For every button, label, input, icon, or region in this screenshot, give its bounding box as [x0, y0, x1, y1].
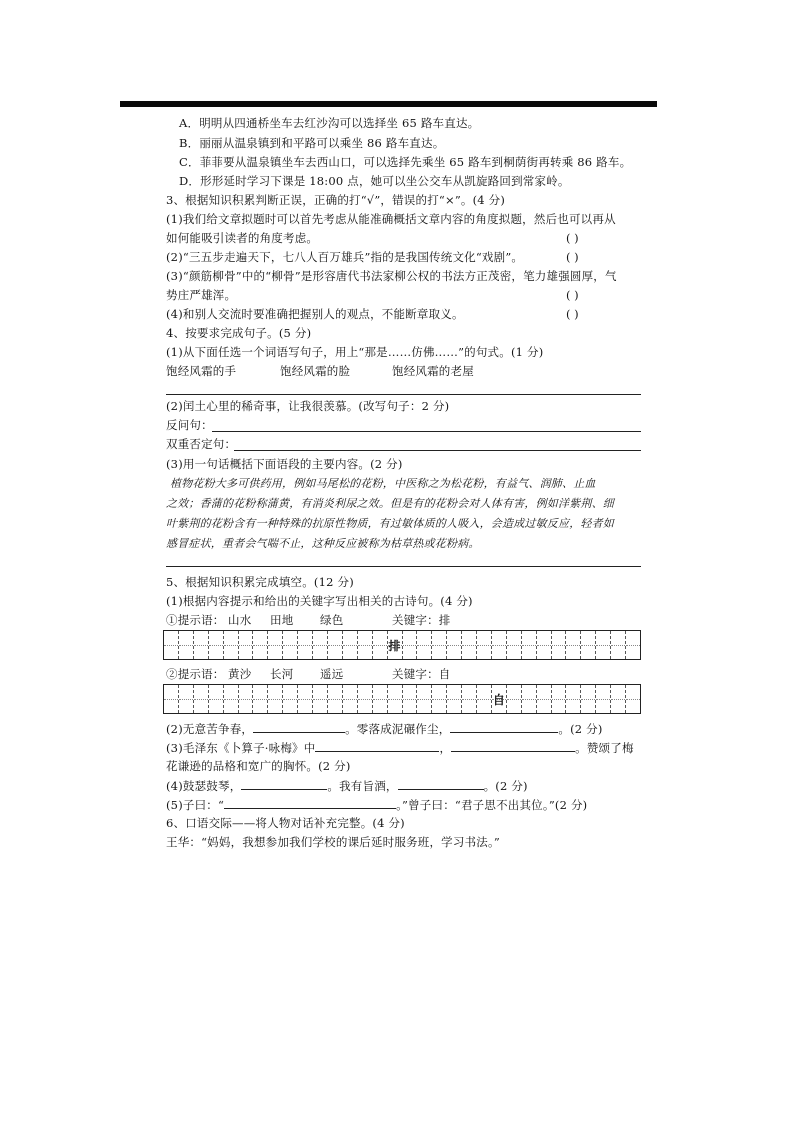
q5-item1: (1)根据内容提示和给出的关键字写出相关的古诗句。(4 分): [166, 594, 473, 608]
q5-item3: [166, 739, 634, 756]
rhetorical-label: 反问句：: [166, 418, 213, 432]
q5-item3-text-b: ，: [439, 741, 452, 755]
option-c: C．菲菲要从温泉镇坐车去西山口，可以选择先乘坐 65 路车到桐荫街再转乘 86 路车。: [179, 155, 632, 169]
grid1-key-char: 排: [388, 638, 401, 653]
q3-answer-box-2[interactable]: ( ): [566, 250, 579, 264]
passage-line-4: 感冒症状，重者会气喘不止，这种反应被称为枯草热或花粉病。: [166, 537, 480, 550]
q3-answer-box-3[interactable]: ( ): [566, 288, 579, 302]
q5-item4-blank-2[interactable]: [398, 777, 484, 790]
double-negative-answer-line[interactable]: [234, 450, 641, 451]
poem-grid-1[interactable]: [163, 630, 641, 660]
q3-item1-line2: 如何能吸引读者的角度考虑。: [166, 231, 319, 245]
double-negative-label: 双重否定句：: [166, 437, 237, 451]
hint1-word-2: 田地: [270, 613, 294, 627]
q4-item1: (1)从下面任选一个词语写句子，用上“那是……仿佛……”的句式。(1 分): [166, 345, 544, 359]
passage-line-3: 叶紫荆的花粉含有一种特殊的抗原性物质，有过敏体质的人吸入，会造成过敏反应，轻者如: [166, 517, 614, 530]
passage-line-2: 之效；香蒲的花粉称蒲黄，有消炎利尿之效。但是有的花粉会对人体有害，例如洋紫荆、细: [166, 497, 614, 510]
q5-item2-blank-1[interactable]: [253, 720, 345, 733]
hint2-word-1: 黄沙: [228, 667, 252, 681]
top-border-bar: [120, 101, 657, 107]
q5-item2: [166, 720, 603, 737]
q5-item3-line2: 花谦逊的品格和宽广的胸怀。(2 分): [166, 759, 351, 773]
q3-item3-line1: (3)“颜筋柳骨”中的“柳骨”是形容唐代书法家柳公权的书法方正茂密，笔力雄强圆厚，气: [166, 269, 617, 283]
q4-answer-line-3[interactable]: [166, 566, 641, 567]
q5-item2-text-c: 。(2 分): [558, 722, 603, 736]
hint1-word-1: 山水: [228, 613, 252, 627]
option-b: B．丽丽从温泉镇到和平路可以乘坐 86 路车直达。: [179, 136, 445, 150]
q5-item5-text-b: 。”曾子曰：“君子思不出其位。”(2 分): [396, 798, 588, 812]
q3-item3-line2: 势庄严雄浑。: [166, 288, 237, 302]
q5-item5: [166, 796, 587, 813]
q5-item3-text-a: (3)毛泽东《卜算子·咏梅》中: [166, 741, 316, 755]
q5-item3-text-c: 。赞颂了梅: [575, 741, 634, 755]
q3-item1-line1: (1)我们给文章拟题时可以首先考虑从能准确概括文章内容的角度拟题，然后也可以再从: [166, 212, 616, 226]
q5-item5-blank[interactable]: [224, 796, 396, 809]
q3-item4: (4)和别人交流时要准确把握别人的观点，不能断章取义。: [166, 307, 464, 321]
rhetorical-answer-line[interactable]: [212, 431, 641, 432]
q5-item4-text-c: 。(2 分): [483, 779, 528, 793]
option-a: A．明明从四通桥坐车去红沙沟可以选择坐 65 路车直达。: [179, 116, 480, 130]
q5-item2-text-a: (2)无意苦争春，: [166, 722, 254, 736]
q6-title: 6、口语交际——将人物对话补充完整。(4 分): [166, 816, 405, 830]
q6-dialogue-line-1: 王华：“妈妈，我想参加我们学校的课后延时服务班，学习书法。”: [166, 835, 501, 849]
q5-title: 5、根据知识积累完成填空。(12 分): [166, 575, 354, 589]
q5-item3-blank-2[interactable]: [451, 739, 575, 752]
q4-answer-line-1[interactable]: [166, 394, 641, 395]
q3-answer-box-4[interactable]: ( ): [566, 307, 579, 321]
q5-item4-text-b: 。我有旨酒，: [327, 779, 398, 793]
hint2-word-2: 长河: [270, 667, 294, 681]
hint1-keyword: 关键字：排: [392, 613, 451, 627]
hint2-label: ②提示语：: [166, 667, 225, 681]
passage-line-1: 植物花粉大多可供药用，例如马尾松的花粉，中医称之为松花粉，有益气、润肺、止血: [170, 477, 596, 490]
q5-item4: [166, 777, 528, 794]
grid2-key-char: 自: [492, 692, 505, 707]
poem-grid-2[interactable]: [163, 684, 641, 714]
q4-word-1: 饱经风霜的手: [166, 364, 237, 378]
q5-item2-text-b: 。零落成泥碾作尘，: [345, 722, 451, 736]
hint1-label: ①提示语：: [166, 613, 225, 627]
q4-title: 4、按要求完成句子。(5 分): [166, 326, 312, 340]
hint2-word-3: 遥远: [320, 667, 344, 681]
q4-item2: (2)闰土心里的稀奇事，让我很羡慕。(改写句子：2 分): [166, 399, 450, 413]
q3-title: 3、根据知识积累判断正误，正确的打“√”，错误的打“×”。(4 分): [166, 193, 506, 207]
q5-item4-blank-1[interactable]: [241, 777, 327, 790]
q4-word-2: 饱经风霜的脸: [280, 364, 351, 378]
q4-word-3: 饱经风霜的老屋: [392, 364, 474, 378]
q5-item4-text-a: (4)鼓瑟鼓琴，: [166, 779, 242, 793]
q3-item2: (2)“三五步走遍天下，七八人百万雄兵”指的是我国传统文化“戏剧”。: [166, 250, 524, 264]
hint2-keyword: 关键字：自: [392, 667, 451, 681]
option-d: D．形形延时学习下课是 18:00 点，她可以坐公交车从凯旋路回到常家岭。: [179, 174, 570, 188]
q5-item3-blank-1[interactable]: [315, 739, 439, 752]
q4-item3: (3)用一句话概括下面语段的主要内容。(2 分): [166, 457, 403, 471]
hint1-word-3: 绿色: [320, 613, 344, 627]
q3-answer-box-1[interactable]: ( ): [566, 231, 579, 245]
q5-item2-blank-2[interactable]: [450, 720, 558, 733]
q5-item5-text-a: (5)子曰：“: [166, 798, 225, 812]
